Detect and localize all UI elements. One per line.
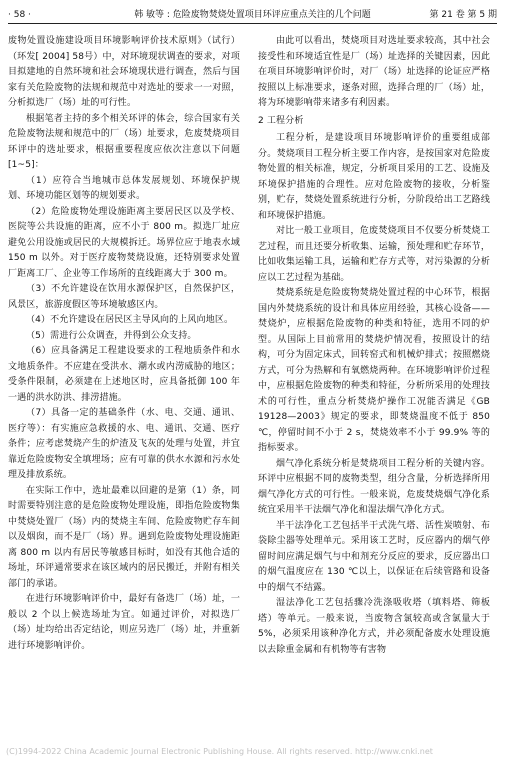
running-title: 韩 敏等 : 危险废物焚烧处置项目环评应重点关注的几个问题 [134,10,371,20]
left-column [8,34,240,654]
paragraph: 焚烧系统是危险废物焚烧处置过程的中心环节，根据国内外焚烧系统的设计和具体应用经验，其核心设备——焚烧炉，应根据危险废物的种类和特征，选用不同的炉型。从国际上目前常用的焚烧炉情况看，按照设计的结构，可分为固定床式，回转窑式和机械炉排式；按照燃烧方式，可分为热解和有氧燃烧两种。在环境影响评价过程中，应根据危险废物的种类和特征，分析所采用的处理技术的可行性，重点分析焚烧炉操作工况能否满足《GB 19128—2003》规定的要求，即焚烧温度不低于 850 ℃，停留时间不小于 2 s，焚烧效率不小于 99.9% 等的指标要求。 [258,288,490,453]
list-item: （7）具备一定的基础条件（水、电、交通、通讯、医疗等）：有实施应急救援的水、电、通讯、交通、医疗条件；应考虑焚烧产生的炉渣及飞灰的处理与处置，并宜靠近危险废物安全填埋场；应有可靠的供水水源和污水处理及排放系统。 [8,408,240,480]
paragraph: 废物处置设施建设项目环境影响评价技术原则》（试行）（环发[ 2004] 58号）中，对环境现状调查的要求，对项目拟建地的自然环境和社会环境现状进行调查，然后与国家有关危险废物的法规和规范中对选址的要求一一对照，分析拟选厂（场）址的可行性。 [8,36,240,108]
list-item: （5）需进行公众调查，并得到公众支持。 [26,330,197,341]
copyright-watermark: (C)1994-2022 China Academic Journal Electronic Publishing House. All rights reserved. http://www.cnki.net [6,747,433,756]
paragraph: 烟气净化系统分析是焚烧项目工程分析的关键内容。环评中应根据不同的废物类型，组分含量，分析选择所用烟气净化方式的可行性。一般来说，危废焚烧烟气净化系统宜采用半干法烟气净化和湿法烟气净化方式。 [258,458,490,515]
paragraph: 湿法净化工艺包括骤冷洗涤吸收塔（填料塔、筛板塔）等单元。一般来说，当废物含氯较高或含氯量大于 5%，必须采用该种净化方式，并必须配备废水处理设施以去除重金属和有机物等有害物 [258,598,490,655]
paragraph: 对比一般工业项目，危废焚烧项目不仅要分析焚烧工艺过程，而且还要分析收集、运输，预处理和贮存环节，比如收集运输工具，运输和贮存方式等，对污染源的分析应以工艺过程为基础。 [258,226,490,283]
section-heading: 2 工程分析 [258,115,304,126]
list-item: （3）不允许建设在饮用水源保护区，自然保护区，风景区，旅游度假区等环境敏感区内。 [8,284,240,310]
list-item: （2）危险废物处理设施距离主要居民区以及学校、医院等公共设施的距离，应不小于 800 m。拟选厂址应避免公用设施或居民的大规模拆迁。场界位应于地表水域 150 m 以外。对于医疗废物焚烧设施，还特别要求处置厂距离工厂、企业等工作场所的直线距离大于 300 m。 [8,206,240,279]
page-number: · 58 · [8,10,31,20]
paragraph: 由此可以看出，焚烧项目对选址要求较高，其中社会接受性和环境适宜性是厂（场）址选择的关键因素，因此在项目环境影响评价时，对厂（场）址选择的论证应严格按照以上标准要求，逐条对照，选择合理的厂（场）址，将为环境影响带来诸多有利因素。 [258,36,490,108]
paragraph: 在实际工作中，选址最难以回避的是第（1）条，同时需要特别注意的是危险废物处理设施，即指危险废物集中焚烧处置厂（场）内的焚烧主车间、危险废物贮存车间以及烟囱，而不是厂（场）界。遇到危险废物处理设施距离 800 m 以内有居民等敏感目标时，如没有其他合适的场址，环评通常要求在该区域内的居民搬迁，并附有相关部门的承诺。 [8,485,240,589]
paragraph: 工程分析，是建设项目环境影响评价的重要组成部分。焚烧项目工程分析主要工作内容，是按国家对危险废物处置的相关标准，规定，分析项目采用的工艺、设施及环境保护措施的合理性。应对危险废物的接收，分析鉴别，贮存，焚烧处置系统进行分析，分阶段给出工艺路线和环境保护措施。 [258,133,490,221]
paragraph: 半干法净化工艺包括半干式洗气塔、活性炭喷射、布袋除尘器等处理单元。采用该工艺时，反应器内的烟气停留时间应满足烟气与中和剂充分反应的要求，反应器出口的烟气温度应在 130 ℃以上，以保证在后续管路和设备中的烟气不结露。 [258,520,490,593]
list-item: （1）应符合当地城市总体发展规划、环境保护规划、环境功能区划等的规划要求。 [8,175,240,201]
journal-issue: 第 21 卷 第 5 期 [429,10,497,20]
list-item: （4）不允许建设在居民区主导风向的上风向地区。 [26,315,234,325]
paragraph: 在进行环境影响评价中，最好有备选厂（场）址，一般以 2 个以上候选场址为宜。如通过评价，对拟选厂（场）址均给出否定结论，则应另选厂（场）址，并重新进行环境影响评价。 [8,594,240,651]
running-header [8,8,497,22]
header-rule [8,23,497,24]
paragraph: 根据笔者主持的多个相关环评的体会，综合国家有关危险废物法规和规范中的厂（场）址要求，危废焚烧项目环评中的选址要求，根据重要程度应依次注意以下问题[1~5]： [8,113,240,170]
right-column [258,34,490,658]
list-item: （6）应具备满足工程建设要求的工程地质条件和水文地质条件。不应建在受洪水、潮水或内涝威胁的地区；受条件限制，必须建在上述地区时，应具备抵御 100 年一遇的洪水防洪、排涝措施。 [8,346,240,403]
